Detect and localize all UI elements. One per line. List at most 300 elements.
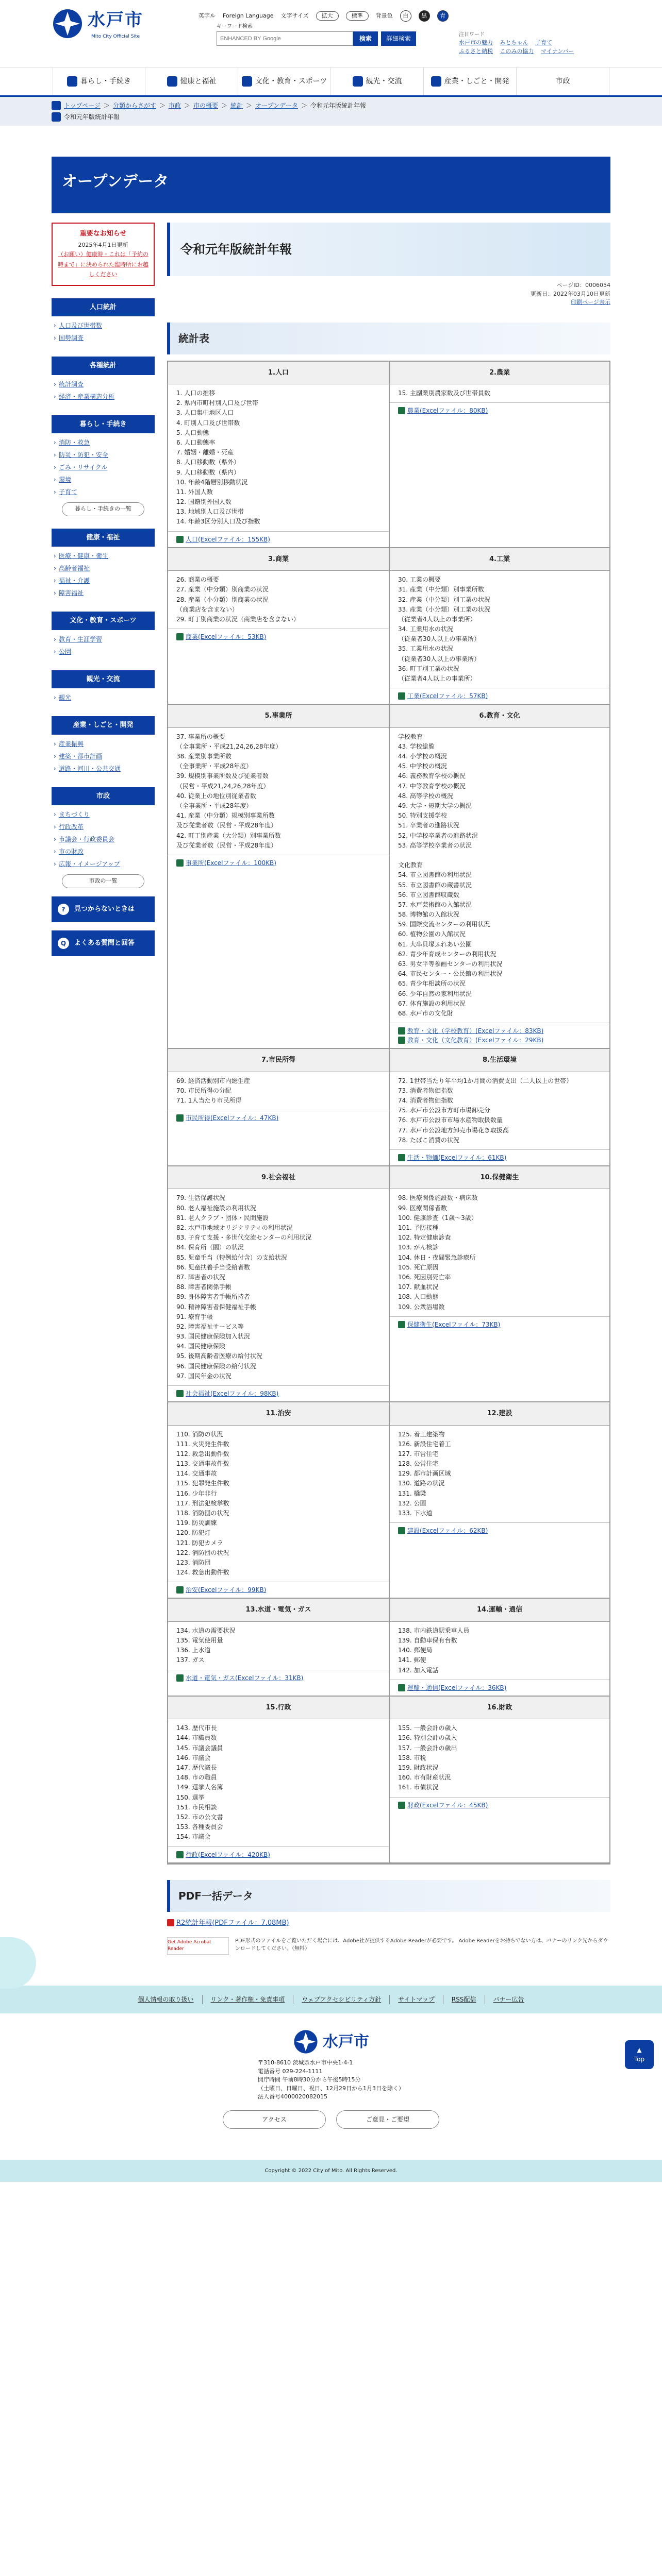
- sidebar-list: [52, 630, 155, 658]
- sidebar-item: [52, 562, 155, 574]
- stats-row: [168, 1697, 609, 1863]
- stats-heading: 14.運輸・通信: [390, 1599, 609, 1622]
- hot-word-link[interactable]: ふるさと納税: [459, 47, 493, 55]
- hot-word-link[interactable]: マイナンバー: [541, 47, 574, 55]
- pdf-section-heading: PDF一括データ: [167, 1880, 610, 1912]
- stats-download: [168, 855, 389, 871]
- stats-heading: 2.農業: [390, 362, 609, 385]
- excel-download-link[interactable]: 工業(Excelファイル：57KB): [407, 692, 488, 700]
- site-sub: Mito City Official Site: [91, 34, 140, 39]
- download-row: [176, 1113, 380, 1123]
- stats-row: [168, 548, 609, 705]
- up-arrow-icon: ▲: [637, 2046, 642, 2054]
- sidebar-link[interactable]: 障害福祉: [59, 589, 84, 597]
- download-row: [176, 1673, 380, 1683]
- sidebar-heading: 文化・教育・スポーツ: [52, 612, 155, 630]
- sidebar-link[interactable]: 国勢調査: [59, 334, 84, 342]
- stats-body: [390, 1622, 609, 1680]
- sidebar-heading: 暮らし・手続き: [52, 415, 155, 434]
- excel-icon: [398, 1154, 405, 1161]
- footer-address: [0, 2013, 662, 2139]
- footer-link[interactable]: サイトマップ: [390, 1995, 443, 2004]
- stats-body: [168, 1189, 389, 1385]
- excel-download-link[interactable]: 教育・文化（学校教育）(Excelファイル：83KB): [407, 1027, 544, 1035]
- stats-items: 37. 事業所の概要 （全事業所・平成21,24,26,28年度） 38. 産業別事業所数 （全事業所・平成28年度） 39. 規模別事業所数及び従業者数 （民営・平成21,24,26,28年度） 40. 従業上の地位別従業者数 （全事業所・平成28年度） 41. 産業（中分類）規模別事業所数 及び従業者数（民営・平成28年度） 42. 町丁別産業（大分類）別事業所数 及び従業者数（民営・平成28年度）: [176, 733, 282, 849]
- hot-word-link[interactable]: 子育て: [535, 39, 552, 46]
- stats-download: [390, 1149, 609, 1165]
- excel-icon: [176, 1114, 184, 1122]
- notice-link[interactable]: （お願い）健康時・これは「予約の時まで」に決められた臨時所にお越しください: [58, 251, 148, 278]
- stats-download: [390, 402, 609, 418]
- heart-icon: [167, 76, 177, 87]
- pdf-icon: [167, 1919, 174, 1926]
- sidebar-heading: 市政: [52, 787, 155, 806]
- stats-body: [390, 571, 609, 688]
- stats-body: [390, 1072, 609, 1149]
- site-name: 水戸市: [88, 10, 143, 30]
- gnav-item-city[interactable]: [517, 67, 609, 95]
- sidebar-link[interactable]: 福祉・介護: [59, 577, 90, 584]
- bg-white-button[interactable]: 白: [400, 10, 411, 22]
- stats-items: 26. 商業の概要 27. 産業（中分類）別商業の状況 28. 産業（小分類）別商業の状況 （商業店を含まない） 29. 町丁別商業の状況（商業店を含まない）: [176, 576, 300, 623]
- stats-cell: [389, 1599, 609, 1695]
- pdf-download-link[interactable]: R2統計年報(PDFファイル：7.08MB): [176, 1919, 289, 1927]
- sidebar-item: [52, 821, 155, 833]
- excel-download-link[interactable]: 保健衛生(Excelファイル：73KB): [407, 1320, 501, 1328]
- excel-download-link[interactable]: 商業(Excelファイル：53KB): [186, 633, 267, 641]
- excel-icon: [398, 1027, 405, 1035]
- stats-cell: [389, 1402, 609, 1598]
- sidebar-link[interactable]: 高齢者福祉: [59, 565, 90, 572]
- excel-download-link[interactable]: 市民所得(Excelファイル：47KB): [186, 1114, 279, 1122]
- download-row: [176, 632, 380, 641]
- sidebar-item: [52, 319, 155, 332]
- sidebar-link[interactable]: 人口及び世帯数: [59, 322, 103, 329]
- sidebar-link[interactable]: 市議会・行政委員会: [59, 836, 115, 843]
- stats-heading: 16.財政: [390, 1697, 609, 1720]
- stats-cell: [389, 705, 609, 1048]
- stats-items: 134. 水道の需要状況 135. 電気使用量 136. 上水道 137. ガス: [176, 1626, 236, 1664]
- detail-search-button[interactable]: 詳細検索: [381, 31, 416, 46]
- download-row: [176, 858, 380, 868]
- sidebar-link[interactable]: 広報・イメージアップ: [59, 860, 120, 868]
- copyright: Copyright © 2022 City of Mito. All Rights Reserved.: [0, 2160, 662, 2182]
- stats-items: 143. 歴代市長 144. 市職員数 145. 市議会議員 146. 市議会 147. 歴代議長 148. 市の職員 149. 選挙人名簿 150. 選挙 151. 市民相談 152. 市の公文書 153. 各種委員会 154. 市議会: [176, 1724, 223, 1841]
- notice-date: 2025年4月1日更新: [78, 241, 128, 248]
- stats-items: 110. 消防の状況 111. 火災発生件数 112. 救急出動件数 113. 交通事故件数 114. 交通事故 115. 犯罪発生件数 116. 少年非行 117. 刑法犯検挙数 118. 消防団の状況 119. 防災訓練 120. 防犯灯 121. 防犯カメラ 122. 消防団の状況 123. 消防団 124. 救急出動件数: [176, 1430, 229, 1577]
- section-heading: 統計表: [167, 323, 610, 354]
- sidebar-link[interactable]: 観光: [59, 694, 72, 701]
- stats-download: [168, 531, 389, 547]
- breadcrumb-link[interactable]: 市の概要: [193, 102, 219, 109]
- excel-download-link[interactable]: 人口(Excelファイル：155KB): [186, 535, 270, 543]
- sidebar-link[interactable]: 防災・防犯・安全: [59, 451, 109, 459]
- excel-download-link[interactable]: 建設(Excelファイル：62KB): [407, 1527, 488, 1535]
- sidebar-link[interactable]: 建築・都市計画: [59, 752, 103, 760]
- question-icon: Q: [58, 938, 69, 949]
- sidebar-list: [52, 433, 155, 498]
- stats-items: 学校教育 43. 学校総覧 44. 小学校の概況 45. 中学校の概況 46. 義務教育学校の概況 47. 中等教育学校の概況 48. 高等学校の概況 49. 大学・短期大学の概況 50. 特別支援学校 51. 卒業者の進路状況 52. 中学校卒業者の進路状況 53. 高等学校卒業者の状況 文化教育 54. 市立図書館の利用状況 55. 市立図書館の蔵書状況 56. 市立図書館収蔵数 57. 水戸芸術館の入館状況 58. 博物館の入館状況 59. 国際交流センターの利用状況 60. 植物公園の入館状況 61. 大串貝塚ふれあい公園 62. 青少年育成センターの利用状況 63. 男女平等参画センターの利用状況 64. 市民センター・公民館の利用状況 65. 青少年相談所の状況 66. 少年自然の家利用状況 67. 体育施設の利用状況 68. 水戸市の文化財: [398, 733, 503, 1017]
- download-row: [398, 1036, 601, 1045]
- stats-download: [390, 1797, 609, 1813]
- stats-items: 79. 生活保護状況 80. 老人福祉施設の利用状況 81. 老人クラブ・団体・民間施設 82. 水戸市地域オリジナリティの利用状況 83. 子育て支援・多世代交流センターの利用状況 84. 保育所（園）の状況 85. 児童手当（特例給付含）の支給状況 86. 児童扶養手当受給者数 87. 障害者の状況 88. 障害者関係手帳 89. 身体障害者手帳所持者 90. 精神障害者保健福祉手帳 91. 療育手帳 92. 障害福祉サービス等 93. 国民健康保険加入状況 94. 国民健康保険 95. 後期高齢者医療の給付状況 96. 国民健康保険の給付状況 97. 国民年金の状況: [176, 1194, 312, 1380]
- search-icon: ?: [58, 904, 69, 915]
- stats-items: 125. 着工建築物 126. 新設住宅着工 127. 市営住宅 128. 公営住宅 129. 都市計画区域 130. 道路の状況 131. 橋梁 132. 公園 133. 下水道: [398, 1430, 451, 1517]
- excel-icon: [176, 1851, 184, 1858]
- sidebar-link[interactable]: 経済・産業構造分析: [59, 393, 115, 400]
- excel-download-link[interactable]: 社会福祉(Excelファイル：98KB): [186, 1390, 279, 1397]
- breadcrumb-link[interactable]: 市政: [168, 102, 181, 109]
- sidebar-heading: 人口統計: [52, 298, 155, 317]
- excel-icon: [176, 536, 184, 543]
- bg-black-button[interactable]: 黒: [419, 10, 430, 22]
- stats-download: [168, 1582, 389, 1598]
- access-button[interactable]: アクセス: [223, 2110, 326, 2129]
- download-row: [398, 406, 601, 415]
- sidebar-link[interactable]: 教育・生涯学習: [59, 635, 103, 643]
- sidebar-list: [52, 316, 155, 344]
- stats-cell: [168, 705, 389, 1048]
- sidebar-item: [52, 845, 155, 858]
- footer-site-name: 水戸市: [323, 2032, 369, 2051]
- sidebar-link[interactable]: 消防・救急: [59, 439, 90, 446]
- stats-download: [390, 1680, 609, 1696]
- sidebar-heading: 健康・福祉: [52, 529, 155, 547]
- excel-icon: [398, 1802, 405, 1809]
- page-id: ページID：0006054: [556, 282, 610, 289]
- sidebar-item: [52, 633, 155, 646]
- sidebar-item: [52, 486, 155, 498]
- sidebar-list: [52, 805, 155, 870]
- camera-icon: [353, 76, 363, 87]
- sidebar-list-button[interactable]: 暮らし・手続きの一覧: [62, 502, 144, 516]
- sidebar-item: [52, 646, 155, 658]
- sidebar-link[interactable]: 医療・健康・衛生: [59, 552, 109, 560]
- footer-links: [0, 1986, 662, 2013]
- stats-heading: 1.人口: [168, 362, 389, 385]
- download-row: [398, 1801, 601, 1810]
- stats-download: [390, 1316, 609, 1332]
- stats-download: [390, 1023, 609, 1048]
- faq-button[interactable]: [52, 930, 155, 956]
- site-logo[interactable]: [52, 7, 143, 41]
- stats-cell: [389, 1049, 609, 1165]
- stats-cell: [389, 1697, 609, 1862]
- sidebar-list: [52, 688, 155, 704]
- footer-address-text: 〒310-8610 茨城県水戸市中央1-4-1 電話番号 029-224-1111 開庁時間 午前8時30分から午後5時15分 （土曜日、日曜日、祝日、12月29日から1月3日を除く） 法人番号4000020082015: [258, 2059, 404, 2100]
- excel-icon: [176, 1674, 184, 1682]
- stats-heading: 10.保健衛生: [390, 1166, 609, 1190]
- sidebar-list-button[interactable]: 市政の一覧: [62, 874, 144, 888]
- stats-body: [390, 384, 609, 402]
- excel-download-link[interactable]: 事業所(Excelファイル：100KB): [186, 859, 276, 867]
- stats-items: 72. 1世帯当たり年平均1か月間の消費支出（二人以上の世帯） 73. 消費者物価指数 74. 消費者物価指数 75. 水戸市公設市方町市場卸売分 76. 水戸市公設市市場水産物取扱数量 77. 水戸市公設地方卸売市場花き取扱高 78. たばこ消費の状況: [398, 1077, 573, 1144]
- mascot-image[interactable]: [0, 1937, 36, 1989]
- stats-table: [167, 361, 610, 1865]
- stats-cell: [168, 1599, 389, 1695]
- not-found-button[interactable]: [52, 896, 155, 922]
- stats-download: [168, 629, 389, 645]
- sidebar-item: [52, 833, 155, 845]
- sidebar-item: [52, 550, 155, 562]
- download-row: [176, 1585, 380, 1595]
- font-enlarge-button[interactable]: 拡大: [316, 11, 339, 21]
- breadcrumb: トップページ ＞ 分類からさがす ＞ 市政 ＞ 市の概要 ＞ 統計 ＞ オープンデータ ＞ 令和元年版統計年報 令和元年版統計年報: [0, 97, 662, 126]
- gnav-item-life[interactable]: [53, 67, 145, 95]
- excel-icon: [176, 859, 184, 867]
- stats-heading: 5.事業所: [168, 705, 389, 728]
- font-size-label: 文字サイズ: [280, 12, 309, 19]
- sidebar-item: [52, 449, 155, 461]
- download-row: [398, 691, 601, 701]
- breadcrumb-item: 令和元年版統計年報: [310, 102, 367, 109]
- gnav-label: 産業・しごと・開発: [444, 77, 509, 86]
- stats-cell: [168, 1402, 389, 1598]
- city-emblem-icon: [293, 2029, 319, 2055]
- sidebar-link[interactable]: 市の財政: [59, 848, 84, 855]
- stats-body: [390, 728, 609, 1023]
- sidebar-item: [52, 691, 155, 704]
- contact-button[interactable]: ご意見・ご要望: [336, 2110, 439, 2129]
- download-row: [176, 1389, 380, 1398]
- hot-words: [459, 31, 593, 56]
- excel-download-link[interactable]: 教育・文化（文化教育）(Excelファイル：29KB): [407, 1037, 544, 1044]
- sidebar-item: [52, 858, 155, 870]
- stats-body: [390, 1426, 609, 1523]
- download-row: [398, 1026, 601, 1036]
- stats-heading: 7.市民所得: [168, 1049, 389, 1072]
- stats-items: 155. 一般会計の歳入 156. 特別会計の歳入 157. 一般会計の歳出 158. 市税 159. 財政状況 160. 市有財産状況 161. 市債状況: [398, 1724, 457, 1791]
- site-search: [217, 23, 416, 46]
- stats-body: [168, 1426, 389, 1582]
- stats-body: [168, 571, 389, 629]
- sidebar-item: [52, 574, 155, 587]
- sidebar-item: [52, 461, 155, 473]
- sidebar-link[interactable]: まちづくり: [59, 811, 90, 818]
- book-icon: [242, 76, 252, 87]
- stats-cell: [389, 362, 609, 547]
- footer-link[interactable]: ウェブアクセシビリティ方針: [293, 1995, 390, 2004]
- stats-download: [168, 1385, 389, 1401]
- hot-word-link[interactable]: みとちゃん: [500, 39, 528, 46]
- sidebar-item: [52, 587, 155, 599]
- stats-row: [168, 1402, 609, 1599]
- sidebar-item: [52, 762, 155, 775]
- breadcrumb-link[interactable]: 統計: [230, 102, 243, 109]
- stats-items: 98. 医療関係施設数・病床数 99. 医療関係者数 100. 健康診査（1歳〜3歳） 101. 予防接種 102. 特定健康診査 103. がん検診 104. 休日・夜間緊急診療所 105. 死亡原因 106. 死因別死亡率 107. 献血状況 108. 人口動態 109. 公衆浴場数: [398, 1194, 478, 1311]
- building-icon: [431, 76, 441, 87]
- page-title: オープンデータ: [52, 157, 610, 213]
- search-label: キーワード検索: [217, 24, 253, 29]
- excel-download-link[interactable]: 運輸・通信(Excelファイル：36KB): [407, 1684, 507, 1691]
- stats-download: [168, 1670, 389, 1686]
- footer-link[interactable]: RSS配信: [443, 1995, 485, 2004]
- excel-icon: [176, 633, 184, 640]
- sidebar-link[interactable]: 行政改革: [59, 823, 84, 831]
- stats-row: [168, 705, 609, 1049]
- excel-icon: [398, 1527, 405, 1534]
- stats-heading: 13.水道・電気・ガス: [168, 1599, 389, 1622]
- excel-icon: [176, 1390, 184, 1397]
- download-row: [176, 1850, 380, 1859]
- stats-heading: 8.生活環境: [390, 1049, 609, 1072]
- stats-download: [390, 688, 609, 704]
- font-standard-button[interactable]: 標準: [346, 11, 369, 21]
- excel-download-link[interactable]: 水道・電気・ガス(Excelファイル：31KB): [186, 1674, 304, 1682]
- excel-icon: [398, 407, 405, 414]
- sidebar-item: [52, 391, 155, 403]
- house-icon: [67, 76, 77, 87]
- breadcrumb-link[interactable]: トップページ: [64, 102, 101, 109]
- global-nav: [0, 67, 662, 97]
- footer-link[interactable]: 個人情報の取り扱い: [129, 1995, 202, 2004]
- excel-download-link[interactable]: 農業(Excelファイル：80KB): [407, 407, 488, 415]
- stats-row: [168, 1166, 609, 1402]
- stats-cell: [168, 1697, 389, 1862]
- stats-cell: [168, 1166, 389, 1401]
- sidebar-item: [52, 738, 155, 750]
- search-button[interactable]: 検索: [353, 31, 378, 46]
- sidebar-item: [52, 473, 155, 486]
- download-row: [398, 1320, 601, 1329]
- stats-items: 1. 人口の推移 2. 県内市町村別人口及び世帯 3. 人口集中地区人口 4. 町別人口及び世帯数 5. 人口動態 6. 人口動態率 7. 婚姻・離婚・死産 8. 人口移動数（県外） 9. 人口移動数（県内） 10. 年齢4階層別移動状況 11. 外国人数 12. 国籍別外国人数 13. 地域別人口及び世帯 14. 年齢3区分別人口及び指数: [176, 389, 260, 526]
- stats-download: [168, 1846, 389, 1862]
- faq-label: よくある質問と回答: [74, 939, 135, 947]
- stats-cell: [389, 548, 609, 704]
- footer-logo: [0, 2029, 662, 2055]
- stats-heading: 4.工業: [390, 548, 609, 571]
- hot-word-link[interactable]: このみの協力: [500, 47, 534, 55]
- print-link[interactable]: 印刷ページ表示: [571, 299, 610, 306]
- stats-download: [168, 1110, 389, 1126]
- bg-blue-button[interactable]: 青: [437, 10, 449, 22]
- stats-heading: 12.建設: [390, 1402, 609, 1426]
- breadcrumb-link[interactable]: 分類からさがす: [112, 102, 156, 109]
- stats-row: [168, 1049, 609, 1166]
- sidebar-item: [52, 378, 155, 391]
- city-emblem-icon: [52, 8, 84, 40]
- english-link[interactable]: 英字ル: [198, 12, 216, 19]
- stats-body: [390, 1189, 609, 1316]
- language-link[interactable]: Foreign Language: [223, 12, 274, 19]
- gnav-label: 文化・教育・スポーツ: [255, 77, 327, 86]
- excel-icon: [176, 1586, 184, 1594]
- sidebar-link[interactable]: 統計調査: [59, 380, 84, 388]
- excel-icon: [398, 1321, 405, 1328]
- sidebar-link[interactable]: 子育て: [59, 488, 78, 496]
- stats-body: [168, 384, 389, 531]
- sidebar-heading: 観光・交流: [52, 670, 155, 689]
- sidebar-link[interactable]: 道路・河川・公共交通: [59, 765, 121, 772]
- footer-link[interactable]: バナー広告: [493, 1996, 524, 2003]
- download-row: [176, 535, 380, 544]
- stats-heading: 3.商業: [168, 548, 389, 571]
- excel-icon: [398, 1684, 405, 1691]
- stats-row: [168, 1599, 609, 1696]
- sidebar-list: [52, 375, 155, 403]
- sidebar-list: [52, 547, 155, 599]
- gnav-item-health[interactable]: [145, 67, 238, 95]
- stats-heading: 6.教育・文化: [390, 705, 609, 728]
- stats-heading: 11.治安: [168, 1402, 389, 1426]
- pdf-download: [167, 1918, 610, 1928]
- stats-cell: [168, 1049, 389, 1165]
- download-row: [398, 1526, 601, 1535]
- excel-download-link[interactable]: 財政(Excelファイル：45KB): [407, 1801, 488, 1809]
- hot-word-link[interactable]: 水戸市の魅力: [459, 39, 493, 46]
- gnav-label: 健康と福祉: [180, 77, 217, 86]
- stats-cell: [389, 1166, 609, 1401]
- stats-body: [168, 728, 389, 855]
- stats-heading: 9.社会福祉: [168, 1166, 389, 1190]
- stats-row: [168, 362, 609, 548]
- stats-cell: [168, 548, 389, 704]
- sidebar-item: [52, 436, 155, 449]
- sidebar-link[interactable]: 環境: [59, 476, 72, 483]
- stats-cell: [168, 362, 389, 547]
- footer-link[interactable]: リンク・著作権・免責事項: [203, 1995, 294, 2004]
- site-header: [0, 0, 662, 67]
- stats-body: [390, 1719, 609, 1797]
- stats-items: 138. 市内鉄道駅乗車人員 139. 自動車保有台数 140. 郵便局 141. 郵便 142. 加入電話: [398, 1626, 470, 1674]
- pdf-note-text: PDF形式のファイルをご覧いただく場合には、Adobe社が提供するAdobe Readerが必要です。 Adobe Readerをお持ちでない方は、バナーのリンク先からダウンロードしてください。（無料）: [235, 1938, 608, 1952]
- stats-body: [168, 1719, 389, 1846]
- important-notice: [52, 223, 155, 286]
- gnav-item-industry[interactable]: [424, 67, 517, 95]
- stats-items: 15. 主副業別農家数及び世帯員数: [398, 389, 490, 397]
- totop-button[interactable]: [625, 2040, 654, 2069]
- updated-date: 更新日：2022年03月10日更新: [531, 290, 610, 297]
- stats-body: [168, 1622, 389, 1670]
- adobe-banner[interactable]: Get Adobe Acrobat Reader: [167, 1937, 229, 1955]
- stats-body: [168, 1072, 389, 1110]
- sidebar-link[interactable]: 産業振興: [59, 740, 84, 748]
- download-row: [398, 1683, 601, 1692]
- not-found-label: 見つからないときは: [74, 905, 135, 913]
- stats-download: [390, 1522, 609, 1538]
- home-icon: [52, 101, 61, 110]
- content: [167, 223, 610, 1955]
- breadcrumb-link[interactable]: オープンデータ: [255, 102, 298, 109]
- pdf-note: [167, 1937, 610, 1955]
- search-input[interactable]: [217, 31, 353, 46]
- sidebar: [52, 223, 155, 1955]
- gnav-item-tourism[interactable]: [331, 67, 424, 95]
- content-title: 令和元年版統計年報: [167, 223, 610, 276]
- breadcrumb-current: 令和元年版統計年報: [64, 113, 120, 121]
- excel-download-link[interactable]: 生活・物価(Excelファイル：61KB): [407, 1154, 507, 1161]
- sidebar-sections: [52, 298, 155, 888]
- sidebar-link[interactable]: 公園: [59, 648, 72, 655]
- sidebar-item: [52, 750, 155, 762]
- gnav-item-culture[interactable]: [238, 67, 331, 95]
- gnav-label: 市政: [555, 77, 570, 86]
- sidebar-heading: 産業・しごと・開発: [52, 716, 155, 735]
- stats-heading: 15.行政: [168, 1697, 389, 1720]
- sidebar-list: [52, 735, 155, 775]
- notice-title: 重要なお知らせ: [79, 230, 127, 238]
- excel-download-link[interactable]: 治安(Excelファイル：99KB): [186, 1586, 267, 1594]
- sidebar-link[interactable]: ごみ・リサイクル: [59, 464, 108, 471]
- excel-download-link[interactable]: 行政(Excelファイル：420KB): [186, 1851, 270, 1858]
- excel-icon: [398, 692, 405, 700]
- sidebar-item: [52, 332, 155, 344]
- totop-label: Top: [634, 2056, 645, 2063]
- hot-words-title: 注目ワード: [459, 32, 485, 38]
- sidebar-item: [52, 808, 155, 821]
- stats-items: 30. 工業の概要 31. 産業（中分類）別事業所数 32. 産業（中分類）別工業の状況 33. 産業（小分類）別工業の状況 （従業者4人以上の事業所） 34. 工業用水の状況 （従業者30人以上の事業所） 35. 工業用水の状況 （従業者30人以上の事業所） 36. 町丁別工業の状況 （従業者4人以上の事業所）: [398, 576, 490, 682]
- download-row: [398, 1153, 601, 1162]
